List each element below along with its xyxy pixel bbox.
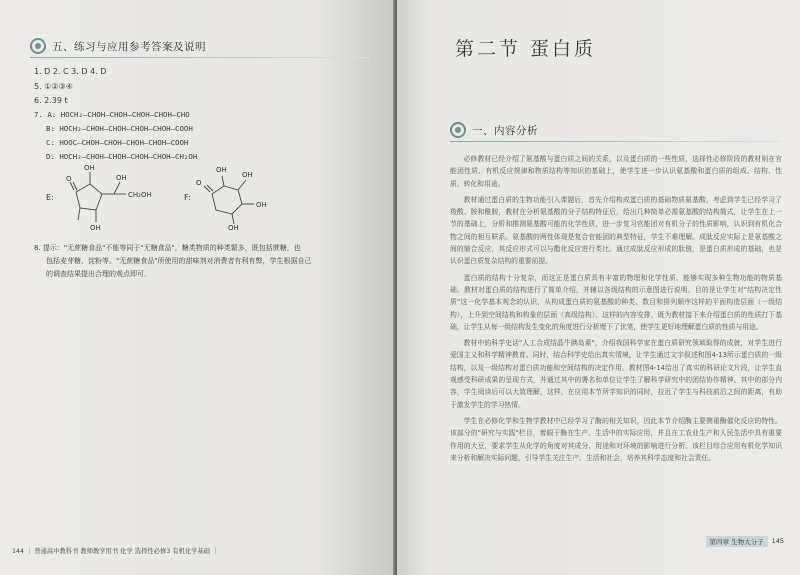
paragraph-3: 蛋白质的结构十分复杂，而这正是蛋白质具有丰富的物理和化学性质、能够实现多种生物功能的物质基础。教材对蛋白质的结构进行了简单介绍，并辅以各级结构的示意图进行说明。目的是让学生对"结构决定性质"这一化学基本观念的认识，从构成蛋白质的氨基酸的种类、数目和排列顺序这样的平面构造层面（一级结构），上升到空间结构和构象的层面（高级结构）。这样的内容安排，既为教材接下来介绍蛋白质的性质打下基础，让学生从每一级结构发生变化的角度进行分析埋下了伏笔，使学生更好地理解蛋白质的性质与用途。 — [450, 273, 782, 331]
section-bullet-icon — [450, 122, 466, 138]
structure-f-oh-bottom: OH — [228, 224, 239, 230]
footer-right — [644, 534, 784, 548]
paragraph-4: 教材中的科学史话"人工合成结晶牛胰岛素"，介绍我国科学家在蛋白质研究领域取得的成就，对学生进行爱国主义和科学精神教育。同时，结合科学史给出真实情境，让学生通过文字叙述和图4-13所示蛋白质的一级结构，以及一级结构对蛋白质功能和空间结构的决定作用。教材图4-14给出了真实的科研论文片段，让学生直观感受科研成果的呈现方式，并通过其中的署名和单位让学生了解科学研究中的团结协作精神。其中的部分内容，学生阅读后可以大致理解，这样，在应用本节所学知识的同时，拉近了学生与科技前沿之间的距离，有助于激发学生的学习热情。 — [450, 339, 782, 409]
content-body — [450, 153, 782, 464]
structure-diagrams — [44, 160, 344, 230]
footer-left: 144 ｜ 普通高中教科书 教师教学用书 化学 选择性必修3 有机化学基础 ｜ — [12, 548, 219, 555]
structure-f-oh-top: OH — [242, 171, 253, 179]
section-bullet-icon — [30, 38, 46, 54]
structure-f-oh-right: OH — [256, 201, 267, 209]
section-divider — [450, 141, 780, 142]
paragraph-2: 教材通过蛋白质的生物功能引入课题后，首先介绍构成蛋白质的基础物质氨基酸。考虑到学生已经学习了羧酸、胺和酰胺，教材在分析氨基酸的分子结构特征后，给出几种简单必需氨基酸的结构简式，让学生在上一节的基础上，分析和推测氨基酸可能的化学性质，进一步复习官能团对有机分子的性质影响，认识到有机化合物之间的相互联系。氨基酸的两性体现是复合官能团的典型特征，学生不难理解。成肽反应实际上是氨基酸之间的缩合反应，其反应形式可以与酯化反应进行类比。通过成肽反应形成的肽链，是蛋白质形成的基础，也是认识蛋白质复杂结构的重要前提。 — [450, 195, 782, 266]
structure-e-oh-top: OH — [84, 164, 95, 172]
structure-e-ch2oh: CH₂OH — [128, 191, 152, 199]
section-header-answers — [30, 38, 206, 54]
chapter-title: 第二节 蛋白质 — [455, 38, 597, 60]
q7-formula-a: 7. A: HOCH₂—CHOH—CHOH—CHOH—CHOH—CHO — [34, 110, 190, 119]
paragraph-1: 必修教材已经介绍了氨基酸与蛋白质之间的关系，以及蛋白质的一些性质，选择性必修阶段的教材则在官能团性质、有机反应规律和物质结构等知识的基础上，使学生进一步认识氨基酸和蛋白质的组成、结构、性质、转化和用途。 — [450, 155, 782, 188]
paragraph-5: 学生在必修化学和生物学教材中已经学习了酶的相关知识，因此本节介绍酶主要侧重酶催化反应的特性。该部分的"研究与实践"栏目，着眼于酶在生产、生活中的实际应用，并且在工农业生产和人民生活中具有重要作用的大豆，要求学生从化学的角度对其成分、用途和对环境的影响进行分析。该栏目综合应用有机化学知识来分析和解决实际问题，引导学生关注生产、生活和社会，培养其科学态度和社会责任。 — [450, 416, 782, 462]
structure-e-oh-right: OH — [116, 174, 127, 182]
answer-line-1: 1. D 2. C 3. D 4. D — [34, 67, 107, 76]
structure-f-oh-ring: OH — [216, 166, 227, 174]
structure-f-lactone — [204, 176, 254, 224]
section-divider — [30, 57, 370, 58]
structure-f-label: F: — [184, 193, 191, 202]
footer-chapter: 第四章 生物大分子 — [706, 536, 768, 547]
footer-page-number: 145 — [771, 537, 784, 545]
q8-line-2: 包括麦芽糖、淀粉等。"无蔗糖食品"所使用的甜味剂对消费者有利有弊，学生根据自己 — [46, 257, 312, 265]
structure-e-label: E: — [46, 193, 54, 202]
q8-line-1: 8. 提示："无蔗糖食品"不能等同于"无糖食品"，糖类物质的种类繁多，既包括蔗糖，也 — [34, 244, 301, 252]
structure-e-oh-bottom: OH — [90, 224, 101, 230]
structure-e-o: O — [66, 175, 72, 183]
left-page — [0, 0, 395, 575]
q7-formula-d: D: HOCH₂—CHOH—CHOH—CHOH—CHOH—CH₂OH — [46, 152, 198, 161]
section-title-answers: 五、练习与应用参考答案及说明 — [52, 40, 206, 53]
structure-f-o: O — [196, 179, 202, 187]
q7-formula-b: B: HOCH₂—CHOH—CHOH—CHOH—CHOH—COOH — [46, 124, 193, 133]
section-header-analysis — [450, 122, 538, 138]
q7-formula-c: C: HOOC—CHOH—CHOH—CHOH—CHOH—COOH — [46, 138, 189, 147]
answer-line-6: 6. 2.39 t — [34, 96, 68, 105]
q8-line-3: 的调查结果提出合理的观点即可。 — [46, 270, 151, 278]
answer-line-5: 5. ①②③④ — [34, 82, 73, 91]
section-title-analysis: 一、内容分析 — [472, 124, 538, 137]
